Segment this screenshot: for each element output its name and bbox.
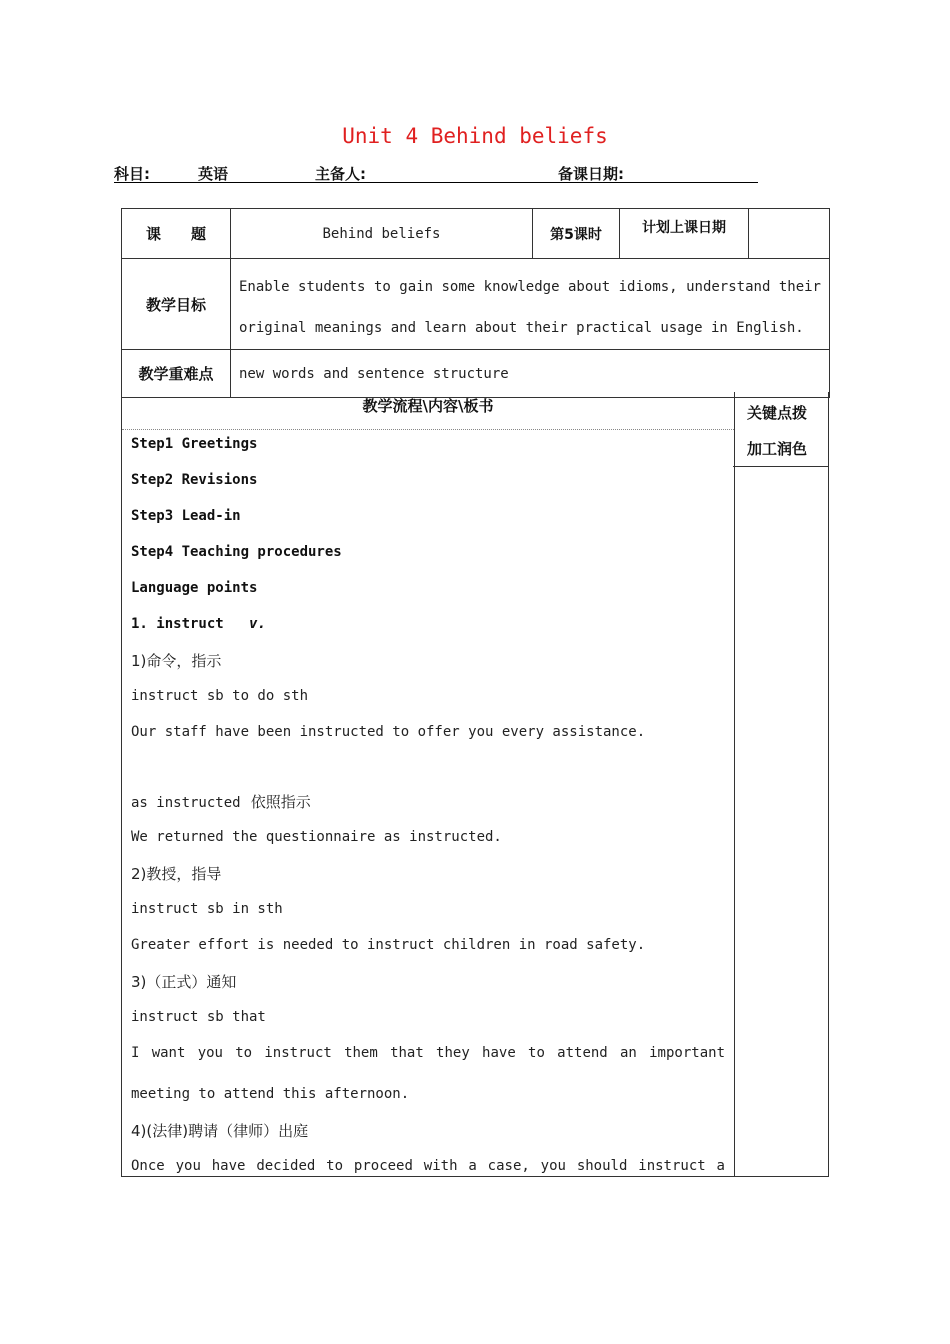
sense-1-phrase-example: We returned the questionnaire as instructed. [131, 829, 502, 845]
objective-line-2: original meanings and learn about their practical usage in English. [239, 320, 804, 336]
step-3: Step3 Lead-in [131, 508, 241, 524]
item-1-part-of-speech: v. [249, 616, 266, 632]
process-column [121, 392, 735, 1177]
objective-row [122, 259, 830, 350]
sense-4: 4)(法律)聘请（律师）出庭 [131, 1122, 309, 1140]
process-header: 教学流程\内容\板书 [122, 392, 734, 430]
item-1-word: 1. instruct [131, 616, 224, 632]
sense-2-pattern: instruct sb in sth [131, 901, 283, 917]
objective-label: 教学目标 [122, 259, 231, 350]
planned-date-value [749, 209, 830, 259]
difficulty-label: 教学重难点 [122, 350, 231, 398]
notes-column [733, 392, 829, 1177]
topic-label: 课 题 [122, 209, 231, 259]
notes-header-line-1: 关键点拨 [747, 404, 808, 422]
sense-1-phrase-cn: 依照指示 [250, 793, 311, 811]
difficulty-value: new words and sentence structure [231, 350, 830, 398]
topic-value: Behind beliefs [231, 209, 533, 259]
sense-3-example-line-2: meeting to attend this afternoon. [131, 1086, 410, 1102]
sense-2-example: Greater effort is needed to instruct children in road safety. [131, 937, 646, 953]
step-4: Step4 Teaching procedures [131, 544, 342, 560]
sense-3-pattern: instruct sb that [131, 1009, 266, 1025]
sense-4-example-line-1: Once you have decided to proceed with a case, you should instruct a [131, 1158, 725, 1174]
lesson-plan-table [121, 208, 830, 398]
language-points-heading: Language points [131, 580, 258, 596]
step-1: Step1 Greetings [131, 436, 258, 452]
step-2: Step2 Revisions [131, 472, 258, 488]
notes-header [733, 392, 828, 467]
sense-1-example: Our staff have been instructed to offer you every assistance. [131, 724, 646, 740]
header-meta-line [114, 162, 758, 183]
sense-1-pattern: instruct sb to do sth [131, 688, 309, 704]
date-label: 备课日期: [558, 165, 624, 183]
sense-3: 3)（正式）通知 [131, 973, 237, 991]
period-label: 第5课时 [533, 209, 620, 259]
sense-1: 1)命令，指示 [131, 652, 222, 670]
objective-line-1: Enable students to gain some knowledge about idioms, understand their [239, 279, 821, 295]
sense-1-phrase: as instructed [131, 795, 241, 811]
preparer-label: 主备人: [315, 165, 366, 183]
sense-3-example-line-1: I want you to instruct them that they have to attend an important [131, 1045, 725, 1061]
subject-label: 科目: [114, 165, 150, 183]
objective-content [231, 259, 830, 350]
document-title: Unit 4 Behind beliefs [342, 124, 608, 148]
difficulty-row [122, 350, 830, 398]
item-1-heading [131, 616, 266, 632]
sense-2: 2)教授，指导 [131, 865, 222, 883]
sense-1-phrase-line [131, 791, 311, 812]
subject-value: 英语 [198, 165, 229, 183]
topic-row [122, 209, 830, 259]
notes-header-line-2: 加工润色 [747, 440, 808, 458]
planned-date-label: 计划上课日期 [620, 209, 749, 259]
